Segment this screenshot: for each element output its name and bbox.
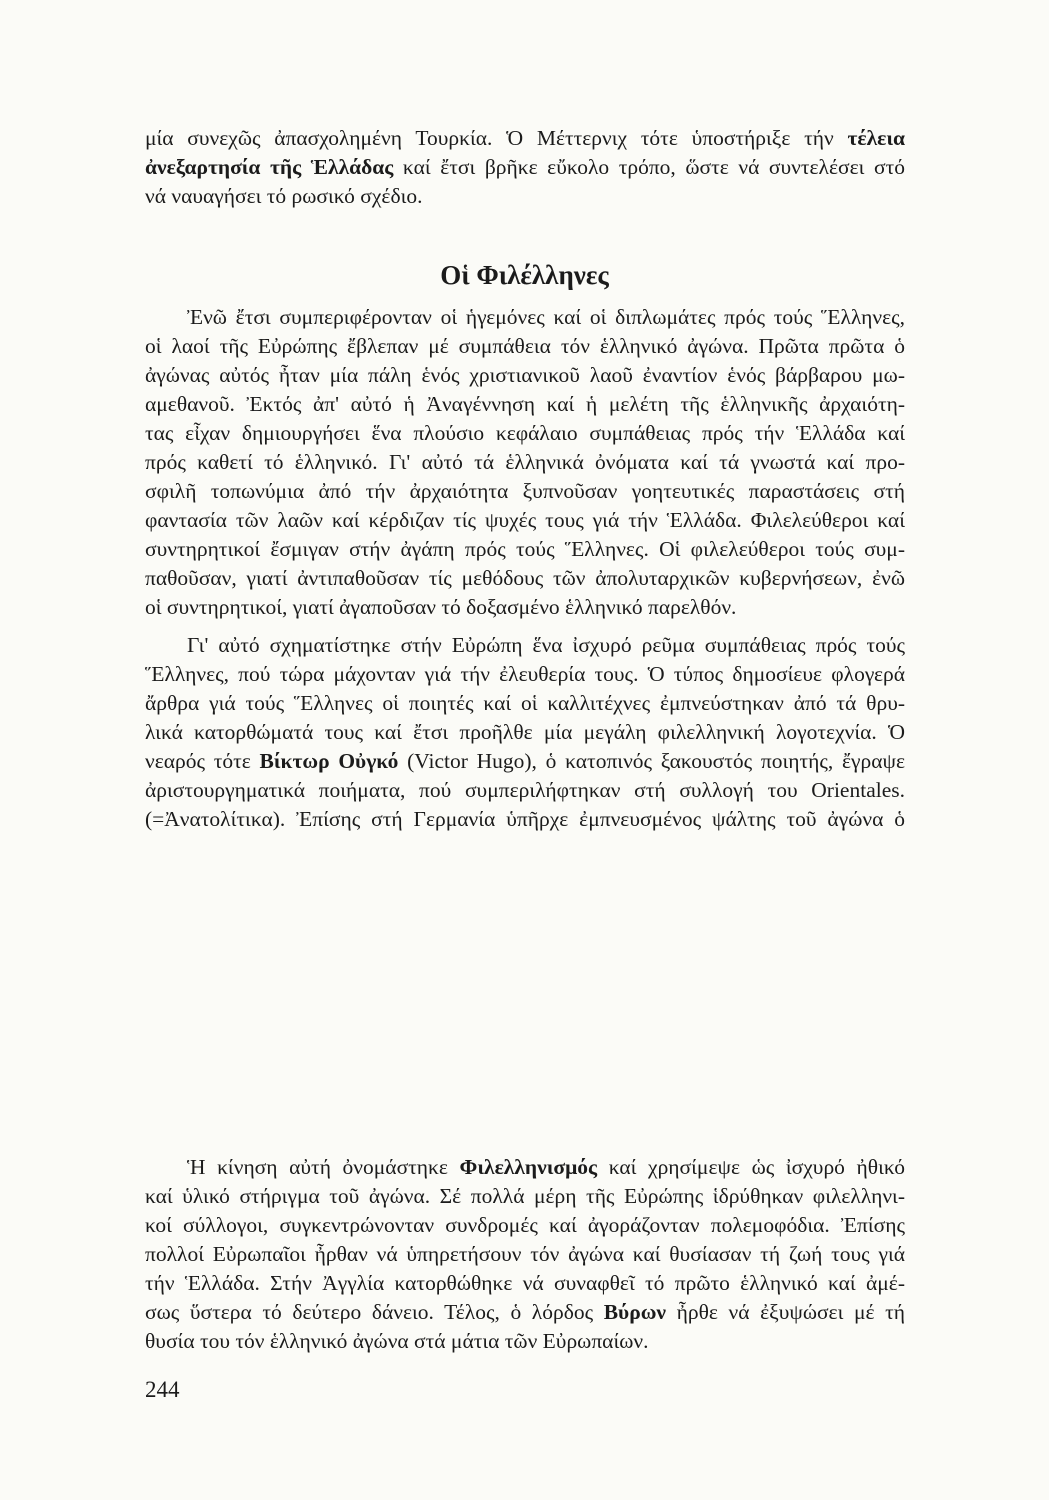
text-line: οἱ συντηρητικοί, γιατί ἀγαποῦσαν τό δοξασμένο ἑλληνικό παρελθόν. xyxy=(145,595,737,619)
text-line: οἱ λαοί τῆς Εὐρώπης ἔβλεπαν μέ συμπάθεια τόν ἑλληνικό ἀγώνα. Πρῶτα πρῶτα ὁ xyxy=(145,334,905,358)
text-line: φαντασία τῶν λαῶν καί κέρδιζαν τίς ψυχές τους γιά τήν Ἑλλάδα. Φιλελεύθεροι καί xyxy=(145,508,905,532)
text-line: πολλοί Εὐρωπαῖοι ἦρθαν νά ὑπηρετήσουν τόν ἀγώνα καί θυσίασαν τή ζωή τους γιά xyxy=(145,1242,905,1266)
text-line: κοί σύλλογοι, συγκεντρώνονταν συνδρομές καί ἀγοράζονταν πολεμοφόδια. Ἐπίσης xyxy=(145,1213,905,1237)
text-line: καί ὑλικό στήριγμα τοῦ ἀγώνα. Σέ πολλά μέρη τῆς Εὐρώπης ἱδρύθηκαν φιλελληνι- xyxy=(145,1184,905,1208)
text-line: ἀγώνας αὐτός ἦταν μία πάλη ἑνός χριστιανικοῦ λαοῦ ἐναντίον ἑνός βάρβαρου μω- xyxy=(145,363,905,387)
text-line: Ἕλληνες, πού τώρα μάχονταν γιά τήν ἐλευθερία τους. Ὁ τύπος δημοσίευε φλογερά xyxy=(145,662,905,686)
section-heading: Οἱ Φιλέλληνες xyxy=(440,260,609,290)
text-line: πρός καθετί τό ἑλληνικό. Γι' αὐτό τά ἑλληνικά ὀνόματα καί τά γνωστά καί προ- xyxy=(145,450,905,474)
text-line: λικά κατορθώματά τους καί ἔτσι προῆλθε μία μεγάλη φιλελληνική λογοτεχνία. Ὁ xyxy=(145,720,905,744)
text-line: παθοῦσαν, γιατί ἀντιπαθοῦσαν τίς μεθόδους τῶν ἀπολυταρχικῶν κυβερνήσεων, ἐνῶ xyxy=(145,566,905,590)
text-line: Γι' αὐτό σχηματίστηκε στήν Εὐρώπη ἕνα ἰσχυρό ρεῦμα συμπάθειας πρός τούς xyxy=(187,633,905,657)
text-line: σφιλῆ τοπωνύμια ἀπό τήν ἀρχαιότητα ξυπνοῦσαν γοητευτικές παραστάσεις στή xyxy=(145,479,905,503)
text-line: ἀνεξαρτησία τῆς Ἑλλάδας καί ἔτσι βρῆκε εὔκολο τρόπο, ὥστε νά συντελέσει στό xyxy=(145,155,905,179)
page-number: 244 xyxy=(145,1377,180,1402)
text-line: νά ναυαγήσει τό ρωσικό σχέδιο. xyxy=(145,184,423,208)
text-line: Ἐνῶ ἔτσι συμπεριφέρονταν οἱ ἡγεμόνες καί οἱ διπλωμάτες πρός τούς Ἕλληνες, xyxy=(187,305,905,329)
text-line: θυσία του τόν ἑλληνικό ἀγώνα στά μάτια τῶν Εὐρωπαίων. xyxy=(145,1329,649,1353)
text-line: τας εἶχαν δημιουργήσει ἕνα πλούσιο κεφάλαιο συμπάθειας πρός τήν Ἑλλάδα καί xyxy=(145,421,905,445)
text-line: τήν Ἑλλάδα. Στήν Ἀγγλία κατορθώθηκε νά συναφθεῖ τό πρῶτο ἑλληνικό καί ἀμέ- xyxy=(145,1271,905,1295)
text-line: μία συνεχῶς ἀπασχολημένη Τουρκία. Ὁ Μέττερνιχ τότε ὑποστήριξε τήν τέλεια xyxy=(145,126,905,150)
text-line: αμεθανοῦ. Ἐκτός ἀπ' αὐτό ἡ Ἀναγέννηση καί ἡ μελέτη τῆς ἑλληνικῆς ἀρχαιότη- xyxy=(145,392,905,416)
text-line: Ἡ κίνηση αὐτή ὀνομάστηκε Φιλελληνισμός καί χρησίμεψε ὡς ἰσχυρό ἠθικό xyxy=(187,1155,905,1179)
text-line: (=Ἀνατολίτικα). Ἐπίσης στή Γερμανία ὑπῆρχε ἐμπνευσμένος ψάλτης τοῦ ἀγώνα ὁ xyxy=(145,807,905,831)
text-line: νεαρός τότε Βίκτωρ Οὐγκό (Victor Hugo), ὁ κατοπινός ξακουστός ποιητής, ἔγραψε xyxy=(145,749,905,773)
text-line: συντηρητικοί ἔσμιγαν στήν ἀγάπη πρός τούς Ἕλληνες. Οἱ φιλελεύθεροι τούς συμ- xyxy=(145,537,905,561)
text-line: ἀριστουργηματικά ποιήματα, πού συμπεριλήφτηκαν στή συλλογή του Orientales. xyxy=(145,778,905,802)
text-line: ἄρθρα γιά τούς Ἕλληνες οἱ ποιητές καί οἱ καλλιτέχνες ἐμπνεύστηκαν ἀπό τά θρυ- xyxy=(145,691,905,715)
text-line: σως ὕστερα τό δεύτερο δάνειο. Τέλος, ὁ λόρδος Βύρων ἦρθε νά ἐξυψώσει μέ τή xyxy=(145,1300,905,1324)
